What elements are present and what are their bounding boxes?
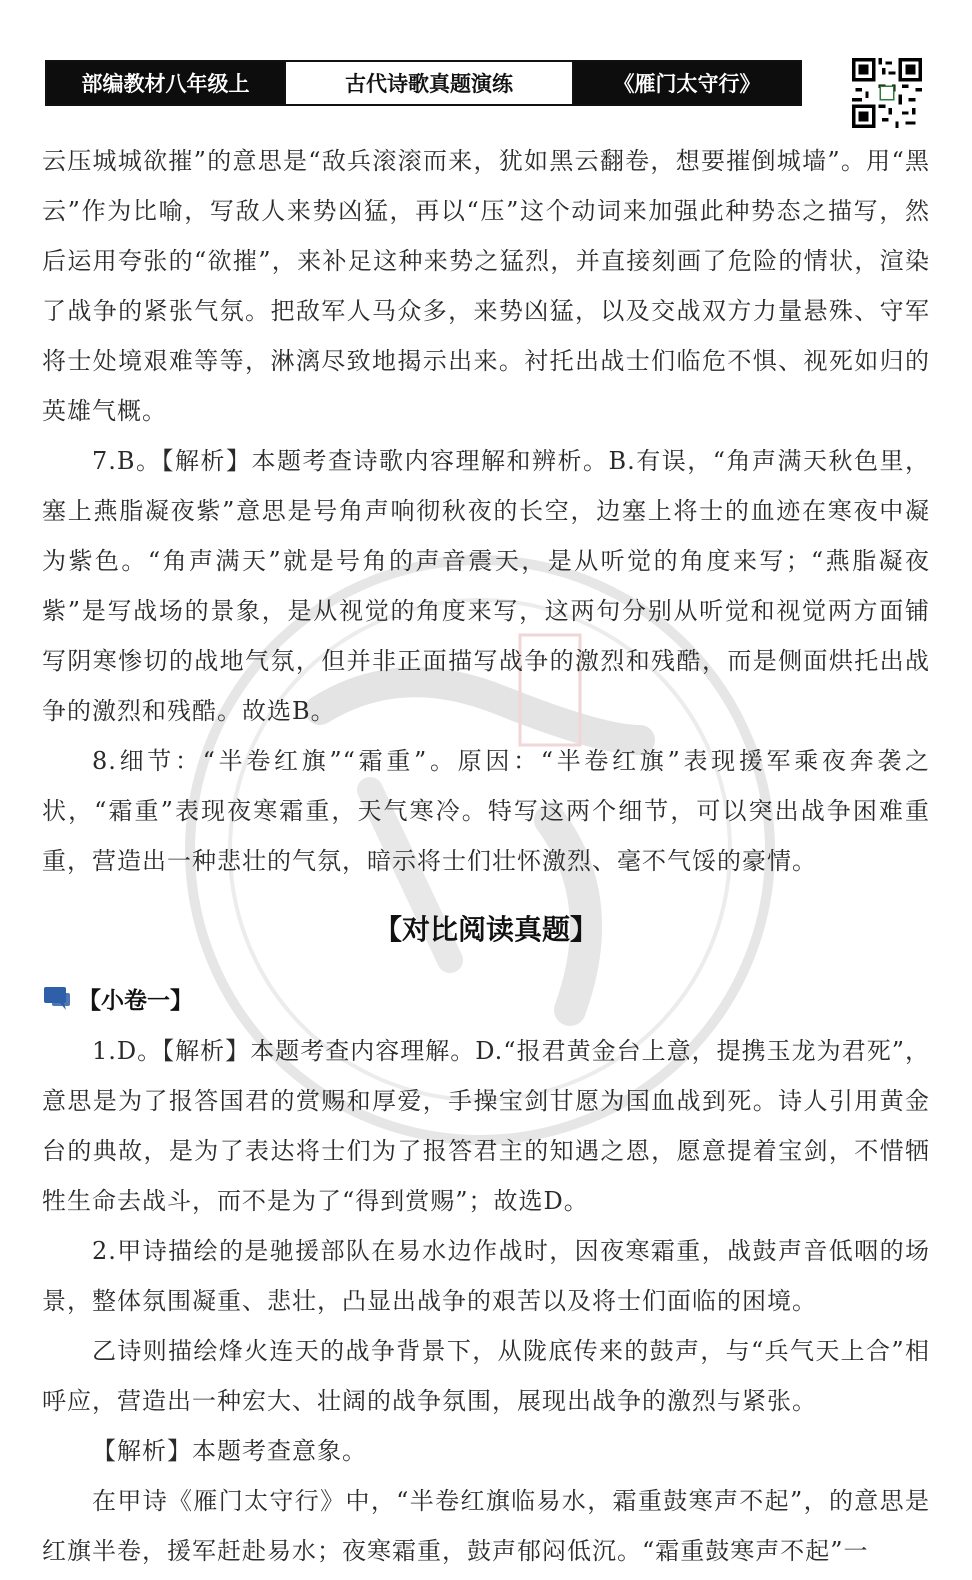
paragraph-answer-7: 7.B。【解析】本题考查诗歌内容理解和辨析。B.有误，“角声满天秋色里，塞上燕脂凝夜紫”意思是号角声响彻秋夜的长空，边塞上将士的血迹在寒夜中凝为紫色。“角声满天”就是号角的声音震天，是从听觉的角度来写；“燕脂凝夜紫”是写战场的景象，是从视觉的角度来写，这两句分别从听觉和视觉两方面铺写阴寒惨切的战地气氛，但并非正面描写战争的激烈和残酷，而是侧面烘托出战争的激烈和残酷。故选B。 (42, 447, 930, 725)
paragraph-answer-8: 8.细节：“半卷红旗”“霜重”。原因：“半卷红旗”表现援军乘夜奔袭之状，“霜重”表现夜寒霜重，天气寒冷。特写这两个细节，可以突出战争困难重重，营造出一种悲壮的气氛，暗示将士们壮怀激烈、毫不气馁的豪情。 (42, 747, 930, 875)
qr-code-icon (852, 58, 922, 128)
document-body (42, 136, 930, 1576)
paragraph-compare-1: 1.D。【解析】本题考查内容理解。D.“报君黄金台上意，提携玉龙为君死”，意思是为了报答国君的赏赐和厚爱，手操宝剑甘愿为国血战到死。诗人引用黄金台的典故，是为了表达将士们为了报答君主的知遇之恩，愿意提着宝剑，不惜牺牲生命去战斗，而不是为了“得到赏赐”；故选D。 (42, 1037, 930, 1215)
sub-heading (42, 970, 930, 1026)
chat-bubble-icon (42, 983, 72, 1013)
header-topic: 古代诗歌真题演练 (284, 62, 574, 104)
header-poem: 《雁门太守行》 (574, 62, 800, 104)
section-title: 【对比阅读真题】 (373, 913, 598, 946)
sub-heading-label: 【小卷一】 (78, 987, 193, 1014)
paragraph-compare-2b: 乙诗则描绘烽火连天的战争背景下，从陇底传来的鼓声，与“兵气天上合”相呼应，营造出一种宏大、壮阔的战争氛围，展现出战争的激烈与紧张。 (42, 1337, 930, 1415)
header-bar (45, 60, 802, 106)
paragraph-analysis-label: 【解析】本题考查意象。 (92, 1437, 367, 1465)
paragraph-analysis-6: 云压城城欲摧”的意思是“敌兵滚滚而来，犹如黑云翻卷，想要摧倒城墙”。用“黑云”作为比喻，写敌人来势凶猛，再以“压”这个动词来加强此种势态之描写，然后运用夸张的“欲摧”，来补足这种来势之猛烈，并直接刻画了危险的情状，渲染了战争的紧张气氛。把敌军人马众多，来势凶猛，以及交战双方力量悬殊、守军将士处境艰难等等，淋漓尽致地揭示出来。衬托出战士们临危不惧、视死如归的英雄气概。 (42, 147, 930, 425)
paragraph-analysis-detail: 在甲诗《雁门太守行》中，“半卷红旗临易水，霜重鼓寒声不起”，的意思是红旗半卷，援军赶赴易水；夜寒霜重，鼓声郁闷低沉。“霜重鼓寒声不起”一 (42, 1487, 930, 1565)
paragraph-compare-2: 2.甲诗描绘的是驰援部队在易水边作战时，因夜寒霜重，战鼓声音低咽的场景，整体氛围凝重、悲壮，凸显出战争的艰苦以及将士们面临的困境。 (42, 1237, 930, 1315)
header-grade: 部编教材八年级上 (47, 62, 284, 104)
